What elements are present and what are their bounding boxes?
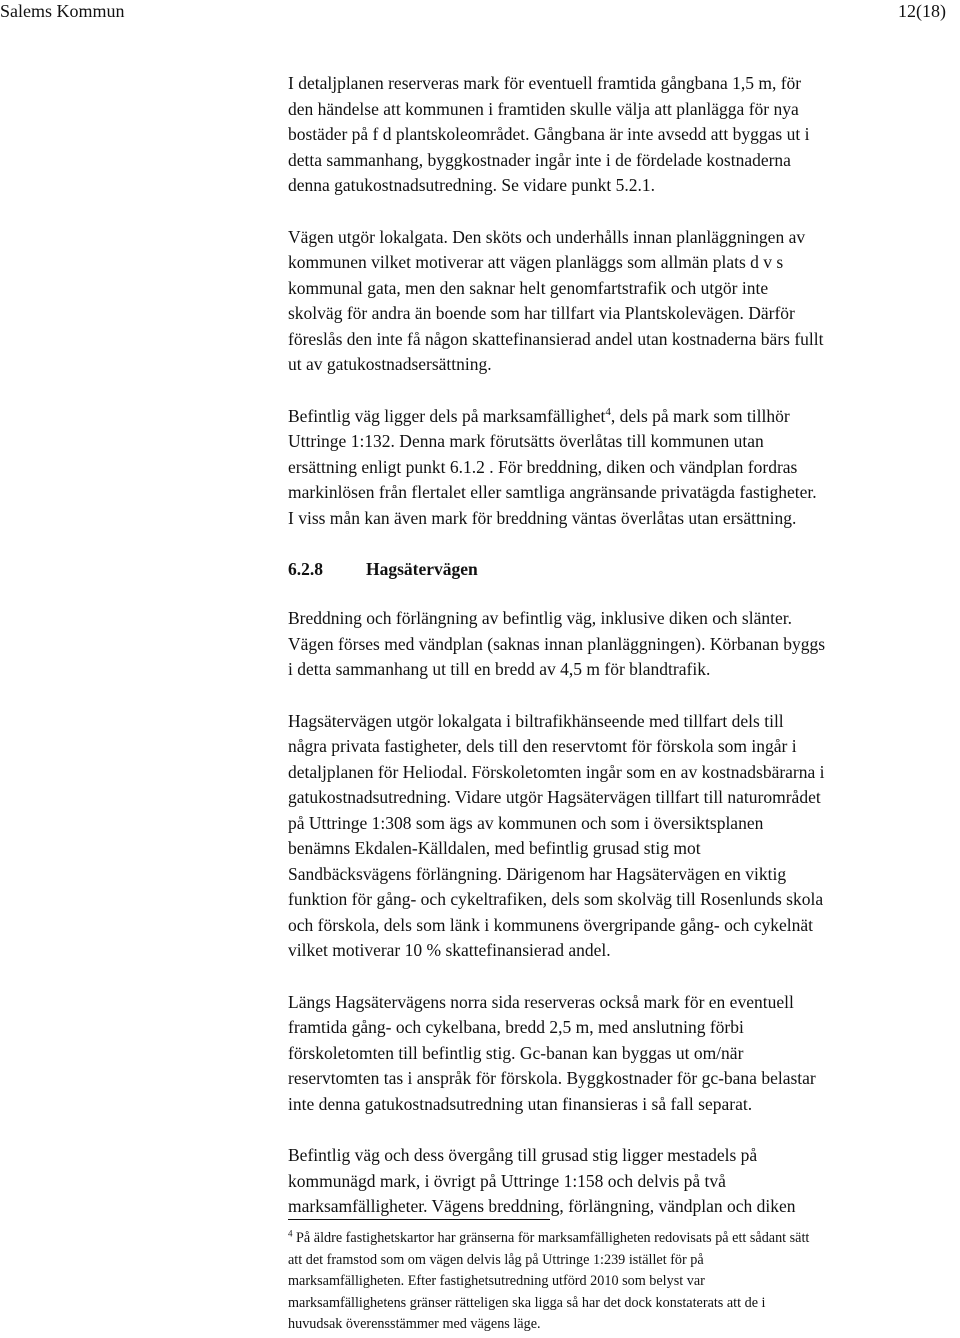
text-line: funktion för gång- och cykeltrafiken, dels som skolväg till Rosenlunds skola xyxy=(288,889,824,909)
text-fragment: Befintlig väg ligger dels på marksamfällighet xyxy=(288,405,606,426)
document-body xyxy=(288,71,956,1246)
text-fragment: , dels på mark som tillhör xyxy=(610,405,790,426)
text-line: vilket motiverar 10 % skattefinansierad andel. xyxy=(288,940,611,960)
text-line: i detta sammanhang ut till en bredd av 4,5 m för blandtrafik. xyxy=(288,659,711,679)
text-line: Befintlig väg och dess övergång till grusad stig ligger mestadels på xyxy=(288,1145,758,1165)
text-line: I viss mån kan även mark för breddning väntas överlåtas utan ersättning. xyxy=(288,507,797,528)
paragraph-kommunagd-mark xyxy=(288,1143,956,1220)
text-line: några privata fastigheter, dels till den reservtomt för förskola som ingår i xyxy=(288,736,797,756)
text-line: inte denna gatukostnadsutredning utan finansieras i så fall separat. xyxy=(288,1093,753,1114)
text-line: Vägen utgör lokalgata. Den sköts och underhålls innan planläggningen av xyxy=(288,226,806,247)
section-title: Hagsätervägen xyxy=(366,559,478,579)
text-line: föreslås den inte få någon skattefinansierad andel utan kostnaderna bärs fullt xyxy=(288,328,824,349)
footnote xyxy=(288,1228,956,1336)
text-line: Breddning och förlängning av befintlig väg, inklusive diken och slänter. xyxy=(288,608,792,628)
footnote-line: huvudsak överensstämmer med vägens läge. xyxy=(288,1316,541,1332)
section-heading xyxy=(288,557,956,582)
page-header xyxy=(0,0,960,24)
text-line: Uttringe 1:132. Denna mark förutsätts överlåtas till kommunen utan xyxy=(288,431,764,451)
text-line: markinlösen från flertalet eller samtliga angränsande privatägda fastigheter. xyxy=(288,482,817,502)
page-number: 12(18) xyxy=(898,1,946,21)
text-line: Vägen förses med vändplan (saknas innan planläggningen). Körbanan byggs xyxy=(288,633,826,654)
text-line: reservtomten tas i anspråk för förskola. Byggkostnader för gc-bana belastar xyxy=(288,1068,816,1088)
paragraph-norra-sida xyxy=(288,990,956,1118)
text-line: och förskola, dels som länk i kommunens övergripande gång- och cykelnät xyxy=(288,914,814,935)
paragraph-befintlig-vag xyxy=(288,404,956,532)
text-line: kommunal gata, men den saknar helt genomfartstrafik och utgör inte xyxy=(288,277,769,298)
text-line: på Uttringe 1:308 som ägs av kommunen och som i översiktsplanen xyxy=(288,812,764,833)
text-line: framtida gång- och cykelbana, bredd 2,5 m, med anslutning förbi xyxy=(288,1017,744,1037)
text-line: Hagsätervägen utgör lokalgata i biltrafikhänseende med tillfart dels till xyxy=(288,710,784,731)
paragraph-gangbana xyxy=(288,71,956,199)
paragraph-lokalgata xyxy=(288,225,956,378)
text-line: ut av gatukostnadsersättning. xyxy=(288,354,492,374)
text-line: den händelse att kommunen i framtiden skulle välja att planlägga för nya xyxy=(288,98,799,119)
footnote-line xyxy=(288,1228,956,1250)
footnote-marker: 4 xyxy=(288,1228,293,1239)
footnote-line: marksamfälligheten. Efter fastighetsutredning utförd 2010 som belyst var xyxy=(288,1273,705,1289)
text-line: bostäder på f d plantskoleområdet. Gångbana är inte avsedd att byggas ut i xyxy=(288,124,810,144)
text-line: skolväg för andra än boende som har tillfart via Plantskolevägen. Därför xyxy=(288,303,795,323)
section-number: 6.2.8 xyxy=(288,559,323,579)
text-line: Sandbäcksvägens förlängning. Därigenom har Hagsätervägen en viktig xyxy=(288,863,787,884)
text-line: ersättning enligt punkt 6.1.2 . För breddning, diken och vändplan fordras xyxy=(288,456,798,477)
header-organization: Salems Kommun xyxy=(0,1,125,21)
footnote-line: att det framstod som om vägen delvis låg på Uttringe 1:239 istället för på xyxy=(288,1251,704,1268)
text-line: förskoletomten till befintlig stig. Gc-banan kan byggas ut om/när xyxy=(288,1042,744,1063)
paragraph-hagsatervagen xyxy=(288,709,956,964)
text-line: benämns Ekdalen-Källdalen, med befintlig grusad stig mot xyxy=(288,838,701,858)
footnote-divider xyxy=(288,1219,550,1220)
text-line: detta sammanhang, byggkostnader ingår inte i de fördelade kostnaderna xyxy=(288,149,791,170)
text-line: denna gatukostnadsutredning. Se vidare punkt 5.2.1. xyxy=(288,175,655,195)
text-line: I detaljplanen reserveras mark för eventuell framtida gångbana 1,5 m, för xyxy=(288,73,802,93)
text-fragment: På äldre fastighetskartor har gränserna för marksamfälligheten redovisats på ett sådant sätt xyxy=(292,1230,810,1246)
footnote-reference[interactable]: 4 xyxy=(605,405,611,418)
text-line: marksamfälligheter. Vägens breddning, förlängning, vändplan och diken xyxy=(288,1196,796,1216)
text-line xyxy=(288,404,956,430)
text-line: detaljplanen för Heliodal. Förskoletomten ingår som en av kostnadsbärarna i xyxy=(288,761,825,782)
text-line: gatukostnadsutredning. Vidare utgör Hagsätervägen tillfart till naturområdet xyxy=(288,787,821,807)
footnote-line: marksamfällighetens gränser rätteligen ska ligga så har det dock konstaterats att de i xyxy=(288,1294,766,1311)
paragraph-breddning xyxy=(288,606,956,683)
text-line: Längs Hagsätervägens norra sida reserveras också mark för en eventuell xyxy=(288,991,794,1012)
text-line: kommunägd mark, i övrigt på Uttringe 1:158 och delvis på två xyxy=(288,1170,726,1191)
text-line: kommunen vilket motiverar att vägen planläggs som allmän plats d v s xyxy=(288,252,784,272)
